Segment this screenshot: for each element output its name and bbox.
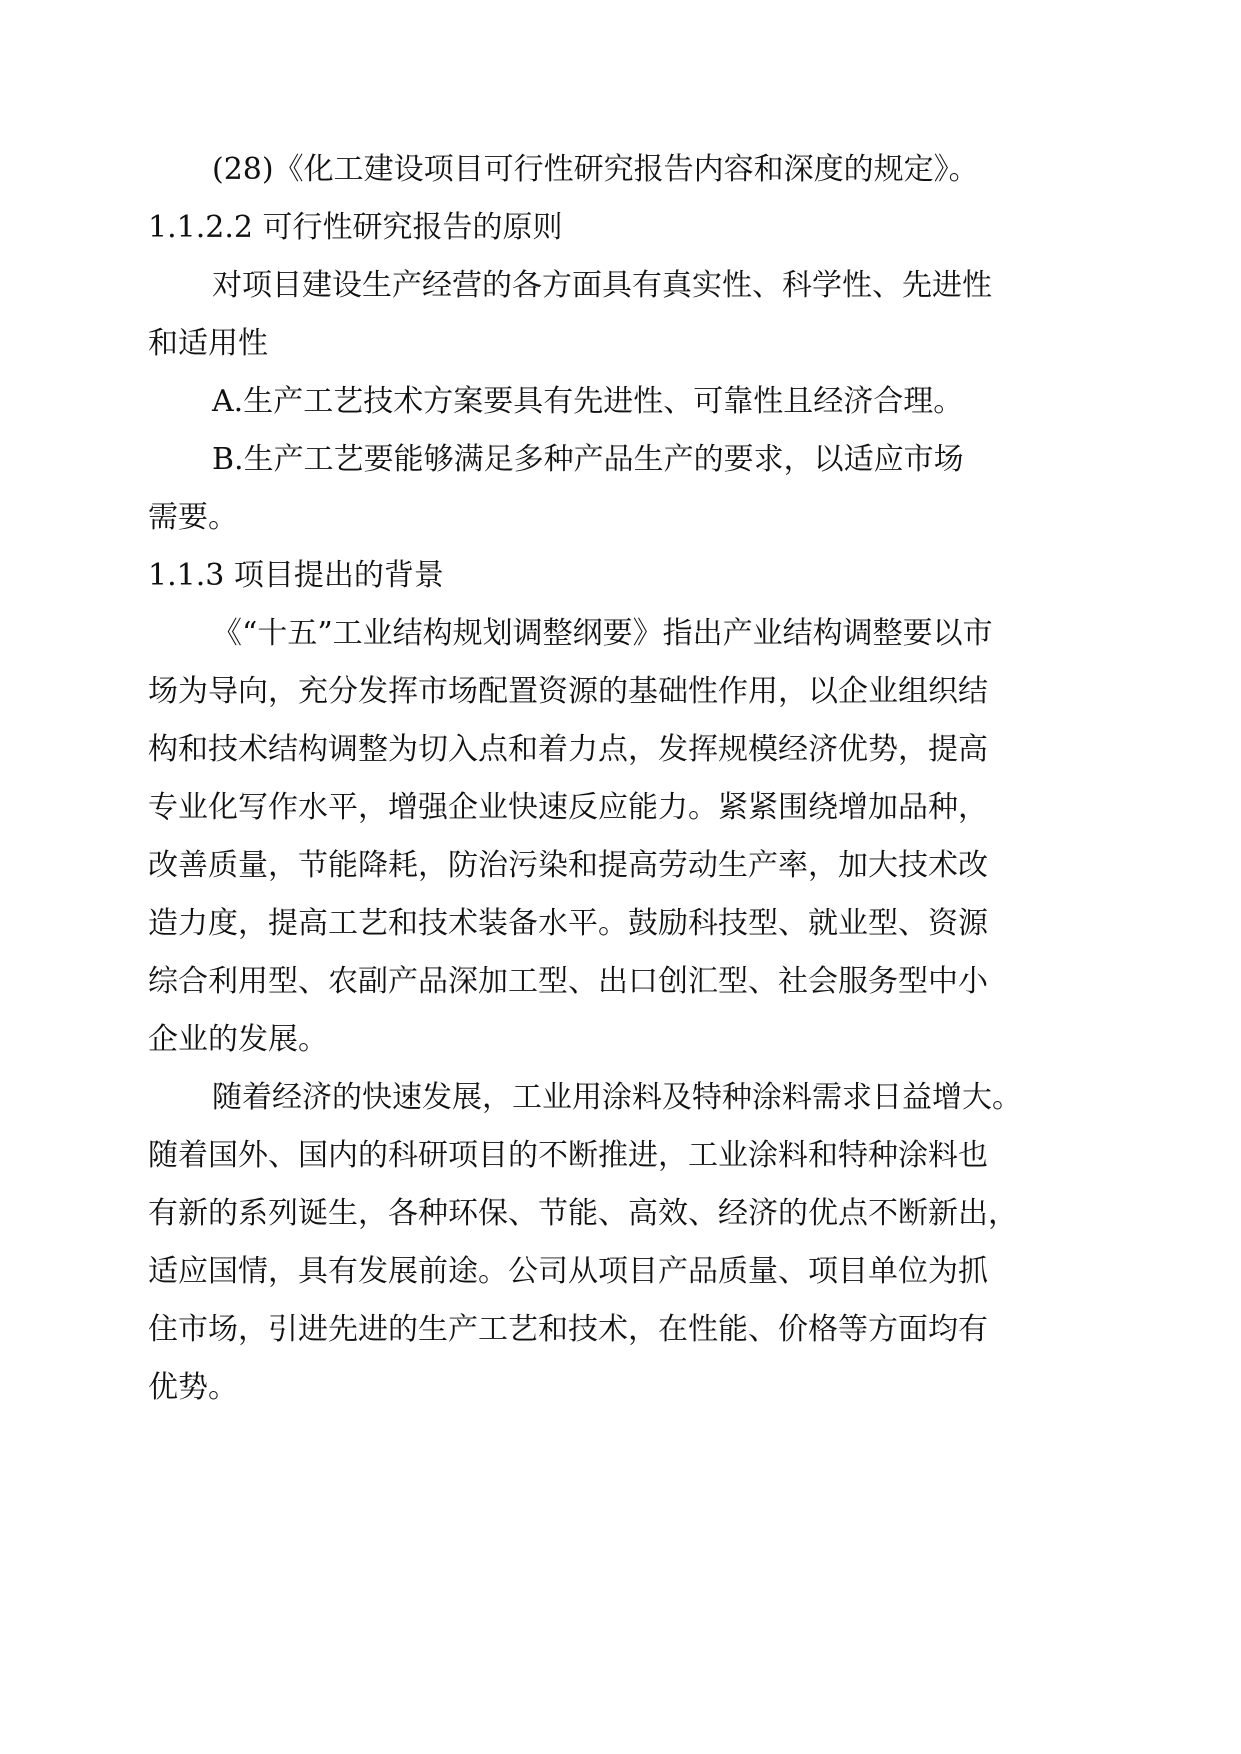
- line-text: 综合利用型、农副产品深加工型、出口创汇型、社会服务型中小: [148, 964, 988, 999]
- line-text: 对项目建设生产经营的各方面具有真实性、科学性、先进性: [212, 268, 992, 303]
- line-text: 场为导向，充分发挥市场配置资源的基础性作用，以企业组织结: [148, 674, 988, 709]
- line-text: 优势。: [148, 1370, 238, 1405]
- line-text: 《“十五”工业结构规划调整纲要》指出产业结构调整要以市: [212, 616, 993, 651]
- line-text: (28)《化工建设项目可行性研究报告内容和深度的规定》。: [212, 152, 979, 187]
- line-text: 住市场，引进先进的生产工艺和技术，在性能、价格等方面均有: [148, 1312, 988, 1347]
- line-text: 和适用性: [148, 326, 268, 361]
- line-text: B.生产工艺要能够满足多种产品生产的要求，以适应市场: [212, 442, 964, 477]
- line-text: 专业化写作水平，增强企业快速反应能力。紧紧围绕增加品种，: [148, 790, 988, 825]
- line-text: 随着经济的快速发展，工业用涂料及特种涂料需求日益增大。: [212, 1080, 1022, 1115]
- line-text: 随着国外、国内的科研项目的不断推进，工业涂料和特种涂料也: [148, 1138, 988, 1173]
- line-text: 需要。: [148, 500, 238, 535]
- heading-text: 1.1.3 项目提出的背景: [148, 558, 444, 593]
- line-text: A.生产工艺技术方案要具有先进性、可靠性且经济合理。: [212, 384, 964, 419]
- heading-text: 1.1.2.2 可行性研究报告的原则: [148, 210, 563, 245]
- line-text: 适应国情，具有发展前途。公司从项目产品质量、项目单位为抓: [148, 1254, 988, 1289]
- line-text: 有新的系列诞生，各种环保、节能、高效、经济的优点不断新出，: [148, 1196, 1018, 1231]
- line-text: 改善质量，节能降耗，防治污染和提高劳动生产率，加大技术改: [148, 848, 988, 883]
- line-text: 企业的发展。: [148, 1022, 328, 1057]
- line-text: 造力度，提高工艺和技术装备水平。鼓励科技型、就业型、资源: [148, 906, 988, 941]
- line-text: 构和技术结构调整为切入点和着力点，发挥规模经济优势，提高: [148, 732, 988, 767]
